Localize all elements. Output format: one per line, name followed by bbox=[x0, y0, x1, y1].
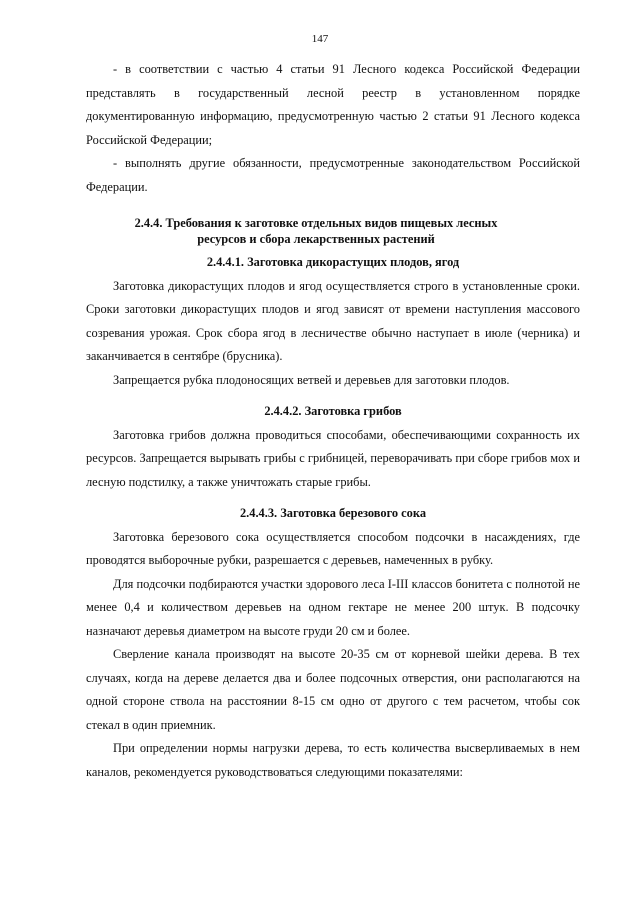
paragraph-birch-sap-plots: Для подсочки подбираются участки здорового леса I-III классов бонитета с полнотой не менее 0,4 и количеством деревьев на одном гектаре не менее 200 штук. В подсочку назначают деревья диаметром на высоте груди 20 см и более. bbox=[86, 576, 580, 638]
paragraph-reestr: - в соответствии с частью 4 статьи 91 Лесного кодекса Российской Федерации представлять в государственный лесной реестр в установленном порядке документированную информацию, предусмотренную частью 2 статьи 91 Лесного кодекса Российской Федерации; bbox=[86, 62, 580, 147]
section-heading-line-2: ресурсов и сбора лекарственных растений bbox=[197, 232, 435, 246]
paragraph-birch-sap-load: При определении нормы нагрузки дерева, то есть количества высверливаемых в нем каналов, рекомендуется руководствоваться следующими показателями: bbox=[86, 741, 580, 779]
section-heading-line-1: 2.4.4. Требования к заготовке отдельных видов пищевых лесных bbox=[134, 216, 498, 230]
paragraph-mushrooms: Заготовка грибов должна проводиться способами, обеспечивающими сохранность их ресурсов. Запрещается вырывать грибы с грибницей, переворачивать при сборе грибов мох и лесную подстилку, а также уничтожать старые грибы. bbox=[86, 427, 580, 489]
paragraph-other-duties: - выполнять другие обязанности, предусмотренные законодательством Российской Федерации. bbox=[86, 156, 580, 194]
subsection-heading-birch-sap: 2.4.4.3. Заготовка березового сока bbox=[239, 506, 427, 520]
page-number: 147 bbox=[311, 33, 329, 45]
subsection-heading-berries: 2.4.4.1. Заготовка дикорастущих плодов, ягод bbox=[206, 255, 460, 269]
document-body bbox=[86, 58, 580, 784]
paragraph-berries-prohibition: Запрещается рубка плодоносящих ветвей и деревьев для заготовки плодов. bbox=[113, 372, 510, 387]
paragraph-berries-timing: Заготовка дикорастущих плодов и ягод осуществляется строго в установленные сроки. Сроки заготовки дикорастущих плодов и ягод зависят от времени наступления массового созревания урожая. Срок сбора ягод в лесничестве обычно наступает в июле (черника) и заканчивается в сентябре (брусника). bbox=[86, 278, 580, 363]
paragraph-birch-sap-method: Заготовка березового сока осуществляется способом подсочки в насаждениях, где проводятся выборочные рубки, разрешается с деревьев, намеченных в рубку. bbox=[86, 529, 580, 567]
subsection-heading-mushrooms: 2.4.4.2. Заготовка грибов bbox=[264, 404, 402, 418]
paragraph-birch-sap-drilling: Сверление канала производят на высоте 20-35 см от корневой шейки дерева. В тех случаях, когда на дереве делается два и более подсочных отверстия, они располагаются на одной стороне ствола на расстоянии 8-15 см одно от другого с тем расчетом, чтобы сок стекал в один приемник. bbox=[86, 647, 580, 732]
section-heading bbox=[86, 215, 580, 247]
